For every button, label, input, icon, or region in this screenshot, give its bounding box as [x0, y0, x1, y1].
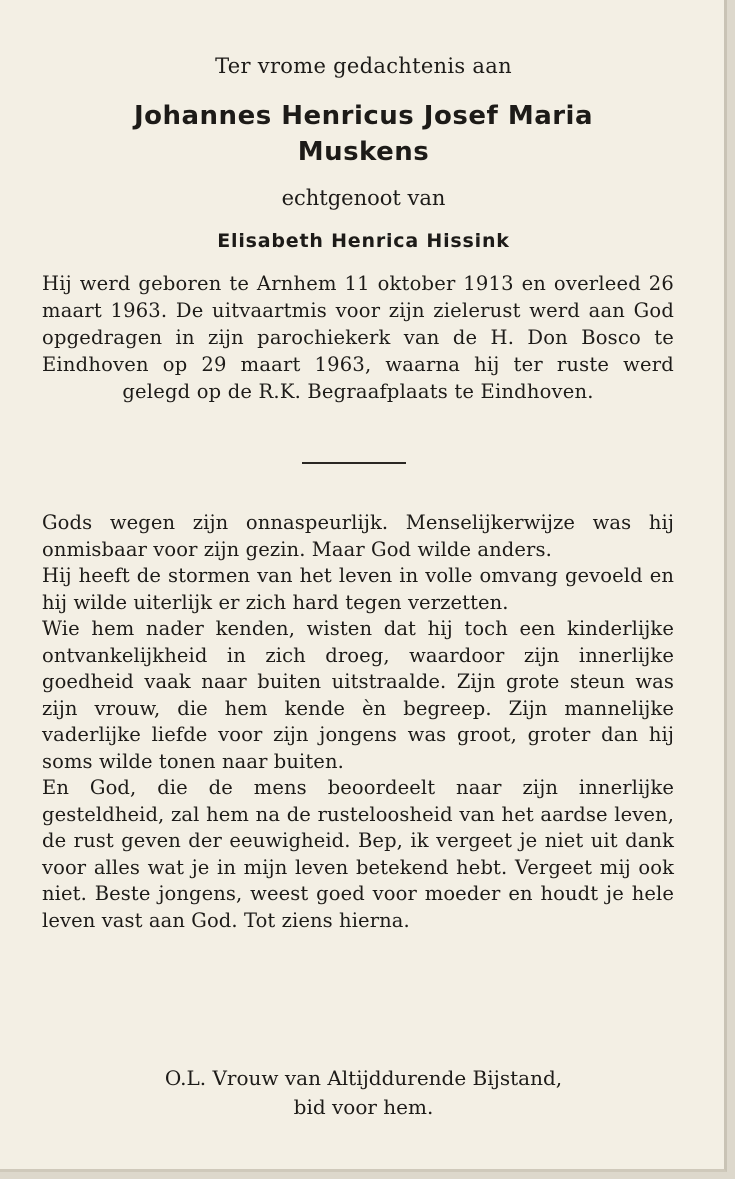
deceased-name-line2: Muskens — [297, 137, 430, 167]
memorial-text — [42, 510, 674, 934]
prayer-line1: O.L. Vrouw van Altijddurende Bijstand, — [164, 1066, 563, 1090]
deceased-name — [60, 98, 667, 170]
prayer-line2: bid voor hem. — [293, 1095, 434, 1119]
biography-paragraph: Hij werd geboren te Arnhem 11 oktober 1913 en overleed 26 maart 1963. De uitvaartmis voor zijn zielerust werd aan God opgedragen in zijn parochiekerk van de H. Don Bosco te Eindhoven op 29 maart 1963, waarna hij ter ruste werd gelegd op de R.K. Begraafplaats te Eindhoven. — [42, 272, 674, 403]
memorial-paragraph: Wie hem nader kenden, wisten dat hij toch een kinderlijke ontvankelijkheid in zich droeg, waardoor zijn innerlijke goedheid vaak naar buiten uitstraalde. Zijn grote steun was zijn vrouw, die hem kende èn begreep. Zijn mannelijke vaderlijke liefde voor zijn jongens was groot, groter dan hij soms wilde tonen naar buiten. — [42, 617, 674, 773]
deceased-name-line1: Johannes Henricus Josef Maria — [133, 101, 594, 131]
spouse-of-label: echtgenoot van — [281, 186, 446, 210]
memorial-paragraph: Gods wegen zijn onnaspeurlijk. Menselijkerwijze was hij onmisbaar voor zijn gezin. Maar God wilde anders. — [42, 511, 674, 561]
memorial-paragraph: En God, die de mens beoordeelt naar zijn innerlijke gesteldheid, zal hem na de rusteloosheid van het aardse leven, de rust geven der eeuwigheid. Bep, ik vergeet je niet uit dank voor alles wat je in mijn leven betekend hebt. Vergeet mij ook niet. Beste jongens, weest goed voor moeder en houdt je hele leven vast aan God. Tot ziens hierna. — [42, 776, 674, 932]
memorial-paragraph: Hij heeft de stormen van het leven in volle omvang gevoeld en hij wilde uiterlijk er zich hard tegen verzetten. — [42, 564, 674, 614]
closing-prayer — [0, 1064, 727, 1122]
divider-rule — [302, 462, 406, 464]
intro-line: Ter vrome gedachtenis aan — [215, 54, 512, 78]
spouse-name: Elisabeth Henrica Hissink — [217, 230, 510, 252]
